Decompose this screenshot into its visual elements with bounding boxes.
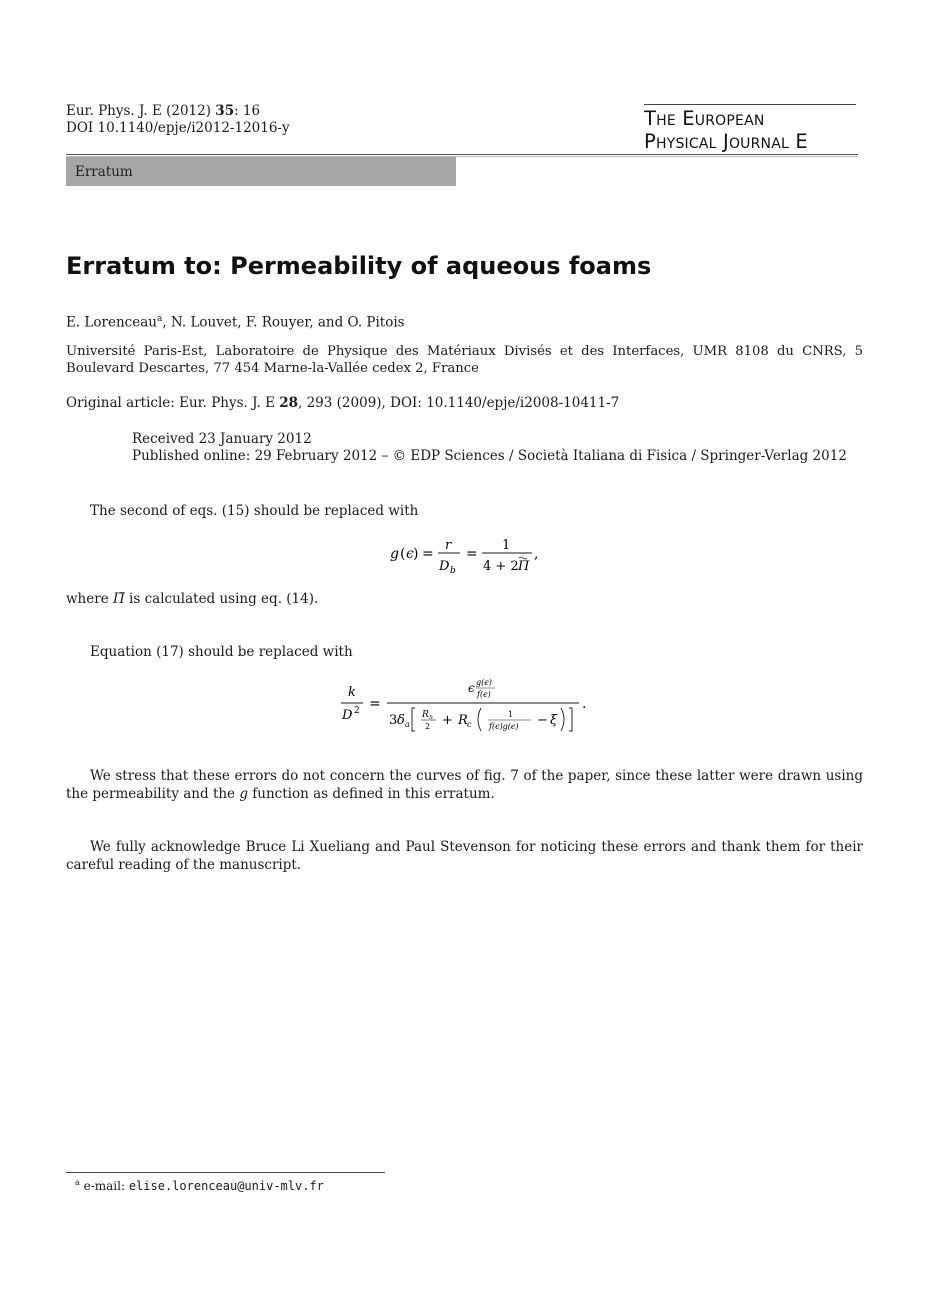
- svg-text:3: 3: [389, 713, 398, 728]
- journal-volume: 35: [215, 103, 235, 119]
- brand-line-2: Physical Journal E: [644, 130, 808, 153]
- journal-brand: [644, 104, 856, 153]
- footnote: $^a$ e-mail: elise.lorenceau@univ-mlv.fr: [75, 1178, 324, 1193]
- svg-text:D: D: [439, 559, 450, 574]
- article-title: Erratum to: Permeability of aqueous foams: [66, 252, 652, 280]
- header-rule: [66, 154, 858, 155]
- svg-text:b: b: [450, 566, 456, 576]
- svg-text:f(ϵ)g(ϵ): f(ϵ)g(ϵ): [489, 722, 519, 731]
- published-date: Published online: 29 February 2012 – © EDP Sciences / Società Italiana di Fisica / Springer-Verlag 2012: [132, 448, 847, 464]
- svg-text:k: k: [348, 685, 356, 700]
- svg-text:Π: Π: [518, 559, 530, 574]
- svg-text:n: n: [429, 714, 433, 721]
- journal-citation: Eur. Phys. J. E (2012) 35: 16: [66, 103, 261, 119]
- svg-text:D: D: [342, 708, 353, 723]
- doi-line: DOI 10.1140/epje/i2012-12016-y: [66, 120, 290, 136]
- brand-top-rule: [644, 104, 856, 105]
- paragraph-3: Equation (17) should be replaced with: [90, 644, 353, 660]
- email-address: elise.lorenceau@univ-mlv.fr: [128, 1179, 324, 1193]
- svg-text:a: a: [405, 720, 410, 729]
- svg-text:δ: δ: [397, 713, 405, 728]
- affiliation: Université Paris-Est, Laboratoire de Physique des Matériaux Divisés et des Interfaces, UMR 8108 du CNRS, 5 Boulevard Descartes, 77 454 Marne-la-Vallée cedex 2, France: [66, 344, 863, 376]
- journal-reference: [66, 103, 290, 137]
- svg-text:(: (: [400, 546, 406, 562]
- original-volume: 28: [279, 395, 299, 411]
- svg-text:r: r: [445, 538, 452, 553]
- svg-text:=: =: [466, 546, 478, 562]
- svg-text:g(ϵ): g(ϵ): [476, 678, 492, 687]
- paragraph-4: We stress that these errors do not concern the curves of fig. 7 of the paper, since these latter were drawn using the permeability and the g function as defined in this erratum.: [66, 768, 863, 802]
- svg-text:c: c: [467, 720, 472, 729]
- svg-text:,: ,: [534, 546, 539, 562]
- footnote-mark: a: [75, 1178, 80, 1187]
- svg-text:+: +: [442, 713, 453, 728]
- paragraph-5: We fully acknowledge Bruce Li Xueliang and Paul Stevenson for noticing these errors and thank them for their careful reading of the manuscript.: [66, 839, 863, 873]
- svg-text:.: .: [582, 696, 587, 712]
- publication-dates: [132, 431, 847, 465]
- author-list: [66, 314, 405, 331]
- equation-15: [380, 530, 560, 590]
- brand-line-1: The European: [644, 107, 765, 130]
- author-footnote-mark: a: [156, 314, 163, 324]
- svg-text:1: 1: [508, 710, 514, 719]
- svg-text:2: 2: [425, 722, 431, 731]
- g-symbol: g: [239, 786, 248, 802]
- svg-text:g: g: [390, 546, 399, 562]
- original-article-ref: Original article: Eur. Phys. J. E 28, 293 (2009), DOI: 10.1140/epje/i2008-10411-7: [66, 395, 620, 411]
- svg-text:−: −: [537, 713, 548, 728]
- category-label: Erratum: [75, 164, 133, 180]
- svg-text:1: 1: [502, 538, 511, 553]
- svg-text:R: R: [458, 713, 468, 728]
- svg-text:ϵ: ϵ: [468, 681, 475, 695]
- svg-text:R: R: [422, 710, 429, 720]
- svg-text:=: =: [422, 546, 434, 562]
- footnote-rule: [66, 1172, 385, 1173]
- paragraph-1: The second of eqs. (15) should be replaced with: [90, 503, 419, 519]
- svg-text:=: =: [369, 696, 381, 712]
- received-date: Received 23 January 2012: [132, 431, 312, 447]
- svg-text:f(ϵ): f(ϵ): [477, 690, 491, 699]
- equation-17: [335, 672, 605, 742]
- svg-text:2: 2: [354, 706, 360, 716]
- svg-text:4 + 2: 4 + 2: [483, 559, 519, 574]
- paragraph-2: where Π̃ is calculated using eq. (14).: [66, 591, 319, 607]
- authors-rest: , N. Louvet, F. Rouyer, and O. Pitois: [162, 314, 405, 331]
- svg-text:): ): [413, 546, 419, 562]
- svg-text:ϵ: ϵ: [406, 546, 414, 562]
- author-first: E. Lorenceau: [66, 314, 157, 331]
- pi-tilde-symbol: Π̃: [112, 591, 125, 607]
- svg-text:ξ: ξ: [550, 713, 558, 728]
